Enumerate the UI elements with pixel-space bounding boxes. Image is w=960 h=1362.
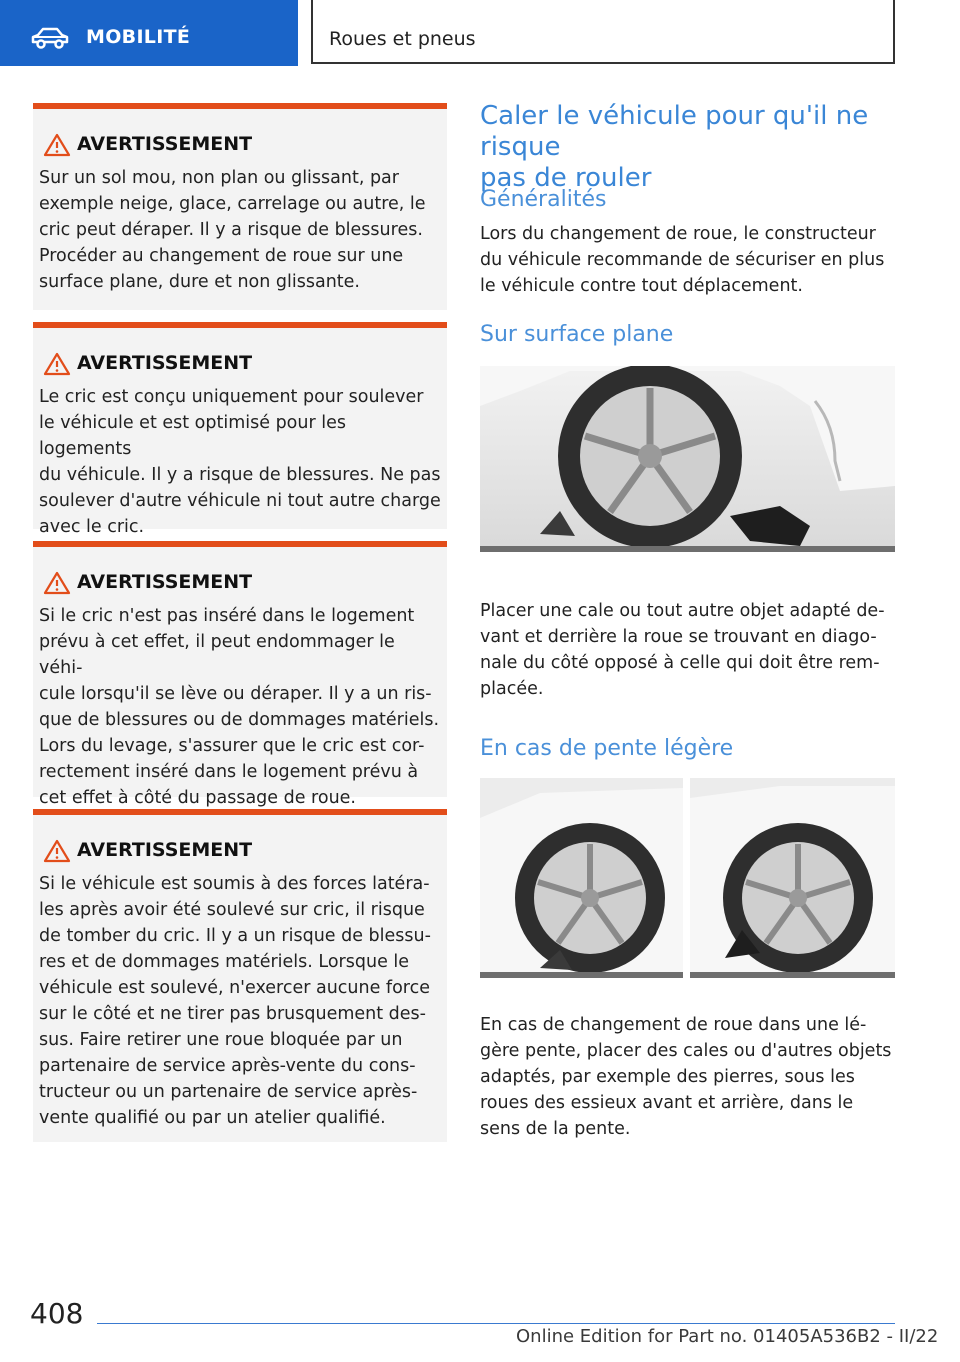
warning-title: AVERTISSEMENT	[77, 133, 253, 155]
text-line: tructeur ou un partenaire de service après-	[39, 1082, 418, 1102]
warning-triangle-icon	[43, 839, 71, 863]
section-title	[480, 101, 895, 194]
text-line: exemple neige, glace, carrelage ou autre, le	[39, 194, 426, 214]
text-line: du véhicule recommande de sécuriser en plus	[480, 250, 885, 270]
text-line: sur le côté et ne tirer pas brusquement des-	[39, 1004, 426, 1024]
warning-triangle-icon	[43, 133, 71, 157]
warning-text	[39, 165, 443, 295]
warning-title: AVERTISSEMENT	[77, 571, 253, 593]
text-line: Si le cric n'est pas inséré dans le logement	[39, 606, 415, 626]
text-line: soulever d'autre véhicule ni tout autre charge	[39, 491, 441, 511]
text-line: de tomber du cric. Il y a un risque de blessu-	[39, 926, 431, 946]
illustration-wheel-chocked	[480, 366, 895, 552]
text-line: cric peut déraper. Il y a risque de blessures.	[39, 220, 423, 240]
text-line: prévu à cet effet, il peut endommager le véhi-	[39, 632, 395, 678]
wheel-illustration	[480, 366, 895, 552]
text-line: placée.	[480, 679, 544, 699]
warning-box-1	[33, 103, 447, 310]
text-line: Procéder au changement de roue sur une	[39, 246, 404, 266]
text-line: surface plane, dure et non glissante.	[39, 272, 360, 292]
text-line: rectement inséré dans le logement prévu à	[39, 762, 419, 782]
text-line: le véhicule contre tout déplacement.	[480, 276, 803, 296]
text-line: adaptés, par exemple des pierres, sous les	[480, 1067, 855, 1087]
edition-note: Online Edition for Part no. 01405A536B2 - II/22	[516, 1326, 939, 1347]
chapter-label: MOBILITÉ	[86, 26, 191, 48]
text-line: sens de la pente.	[480, 1119, 631, 1139]
paragraph-generalites	[480, 221, 895, 299]
car-icon	[30, 26, 70, 50]
warning-text	[39, 384, 443, 540]
warning-title: AVERTISSEMENT	[77, 839, 253, 861]
warning-text	[39, 603, 443, 811]
text-line: partenaire de service après-vente du cons-	[39, 1056, 416, 1076]
text-line: nale du côté opposé à celle qui doit être rem-	[480, 653, 880, 673]
title-line: Caler le véhicule pour qu'il ne risque	[480, 101, 869, 162]
text-line: En cas de changement de roue dans une lé-	[480, 1015, 867, 1035]
text-line: Lors du levage, s'assurer que le cric est cor-	[39, 736, 425, 756]
section-label: Roues et pneus	[329, 28, 476, 50]
text-line: res et de dommages matériels. Lorsque le	[39, 952, 410, 972]
warning-triangle-icon	[43, 571, 71, 595]
illustration-wheels-slope	[480, 778, 895, 978]
text-line: les après avoir été soulevé sur cric, il risque	[39, 900, 425, 920]
warning-box-3	[33, 541, 447, 808]
text-line: vant et derrière la roue se trouvant en diago-	[480, 627, 877, 647]
chapter-tab[interactable]	[0, 0, 298, 66]
text-line: du véhicule. Il y a risque de blessures. Ne pas	[39, 465, 441, 485]
text-line: avec le cric.	[39, 517, 145, 537]
section-header	[311, 0, 895, 64]
text-line: sus. Faire retirer une roue bloquée par un	[39, 1030, 403, 1050]
text-line: vente qualifié ou par un atelier qualifié.	[39, 1108, 386, 1128]
text-line: Placer une cale ou tout autre objet adapté de-	[480, 601, 885, 621]
text-line: Si le véhicule est soumis à des forces latéra-	[39, 874, 430, 894]
footer-divider	[97, 1323, 895, 1324]
heading-pente-legere: En cas de pente légère	[480, 736, 734, 761]
text-line: cet effet à côté du passage de roue.	[39, 788, 356, 808]
text-line: le véhicule et est optimisé pour les logements	[39, 413, 346, 459]
text-line: que de blessures ou de dommages matériels.	[39, 710, 440, 730]
slope-illustration	[480, 778, 895, 978]
warning-text	[39, 871, 443, 1131]
text-line: cule lorsqu'il se lève ou déraper. Il y a un ris-	[39, 684, 432, 704]
text-line: Lors du changement de roue, le constructeur	[480, 224, 876, 244]
paragraph-surface-plane	[480, 598, 895, 702]
text-line: Sur un sol mou, non plan ou glissant, par	[39, 168, 399, 188]
warning-box-2	[33, 322, 447, 537]
warning-title: AVERTISSEMENT	[77, 352, 253, 374]
warning-triangle-icon	[43, 352, 71, 376]
heading-surface-plane: Sur surface plane	[480, 322, 674, 347]
text-line: gère pente, placer des cales ou d'autres objets	[480, 1041, 892, 1061]
page-number: 408	[30, 1297, 84, 1330]
text-line: roues des essieux avant et arrière, dans le	[480, 1093, 854, 1113]
paragraph-pente-legere	[480, 1012, 895, 1142]
title-line: pas de rouler	[480, 163, 652, 193]
text-line: Le cric est conçu uniquement pour soulever	[39, 387, 424, 407]
text-line: véhicule est soulevé, n'exercer aucune force	[39, 978, 430, 998]
heading-generalites: Généralités	[480, 187, 607, 212]
warning-box-4	[33, 809, 447, 1142]
